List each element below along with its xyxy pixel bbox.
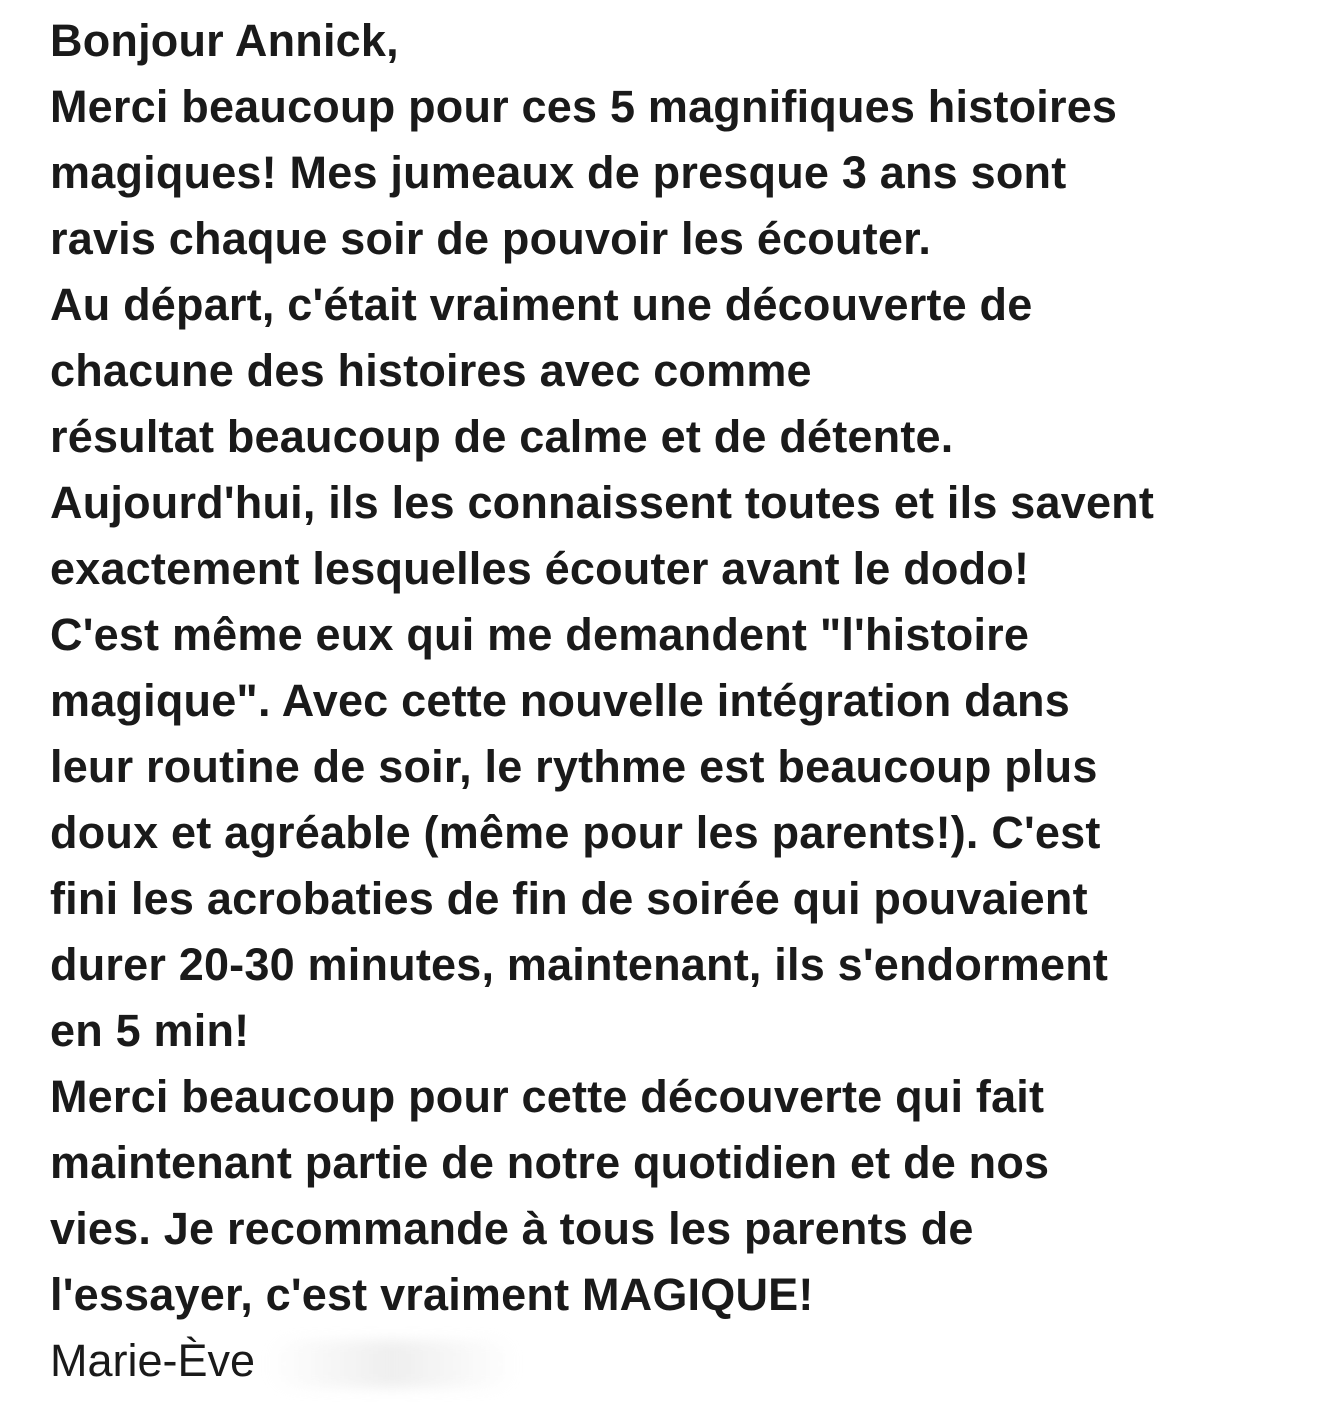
- message-line: chacune des histoires avec comme: [50, 345, 812, 396]
- message-line: l'essayer, c'est vraiment MAGIQUE!: [50, 1269, 814, 1320]
- message-line: magique". Avec cette nouvelle intégration dans: [50, 675, 1070, 726]
- message-line: ravis chaque soir de pouvoir les écouter.: [50, 213, 932, 264]
- message-line: fini les acrobaties de fin de soirée qui pouvaient: [50, 873, 1088, 924]
- blurred-surname-redaction: [267, 1340, 517, 1388]
- message-line: résultat beaucoup de calme et de détente.: [50, 411, 954, 462]
- message-line: Au départ, c'était vraiment une découverte de: [50, 279, 1033, 330]
- signature: Marie-Ève: [50, 1335, 256, 1386]
- signature-row: [50, 1328, 1290, 1394]
- message-line: en 5 min!: [50, 1005, 250, 1056]
- message-line: Aujourd'hui, ils les connaissent toutes et ils savent: [50, 477, 1155, 528]
- message-body: [50, 8, 1290, 1394]
- message-line: C'est même eux qui me demandent "l'histoire: [50, 609, 1030, 660]
- message-line: magiques! Mes jumeaux de presque 3 ans sont: [50, 147, 1067, 198]
- message-line: vies. Je recommande à tous les parents de: [50, 1203, 974, 1254]
- greeting-line: Bonjour Annick,: [50, 15, 399, 66]
- message-line: leur routine de soir, le rythme est beaucoup plus: [50, 741, 1098, 792]
- message-line: maintenant partie de notre quotidien et de nos: [50, 1137, 1050, 1188]
- message-line: durer 20-30 minutes, maintenant, ils s'endorment: [50, 939, 1109, 990]
- message-line: exactement lesquelles écouter avant le dodo!: [50, 543, 1030, 594]
- message-line: Merci beaucoup pour ces 5 magnifiques histoires: [50, 81, 1118, 132]
- message-line: Merci beaucoup pour cette découverte qui fait: [50, 1071, 1045, 1122]
- message-line: doux et agréable (même pour les parents!). C'est: [50, 807, 1101, 858]
